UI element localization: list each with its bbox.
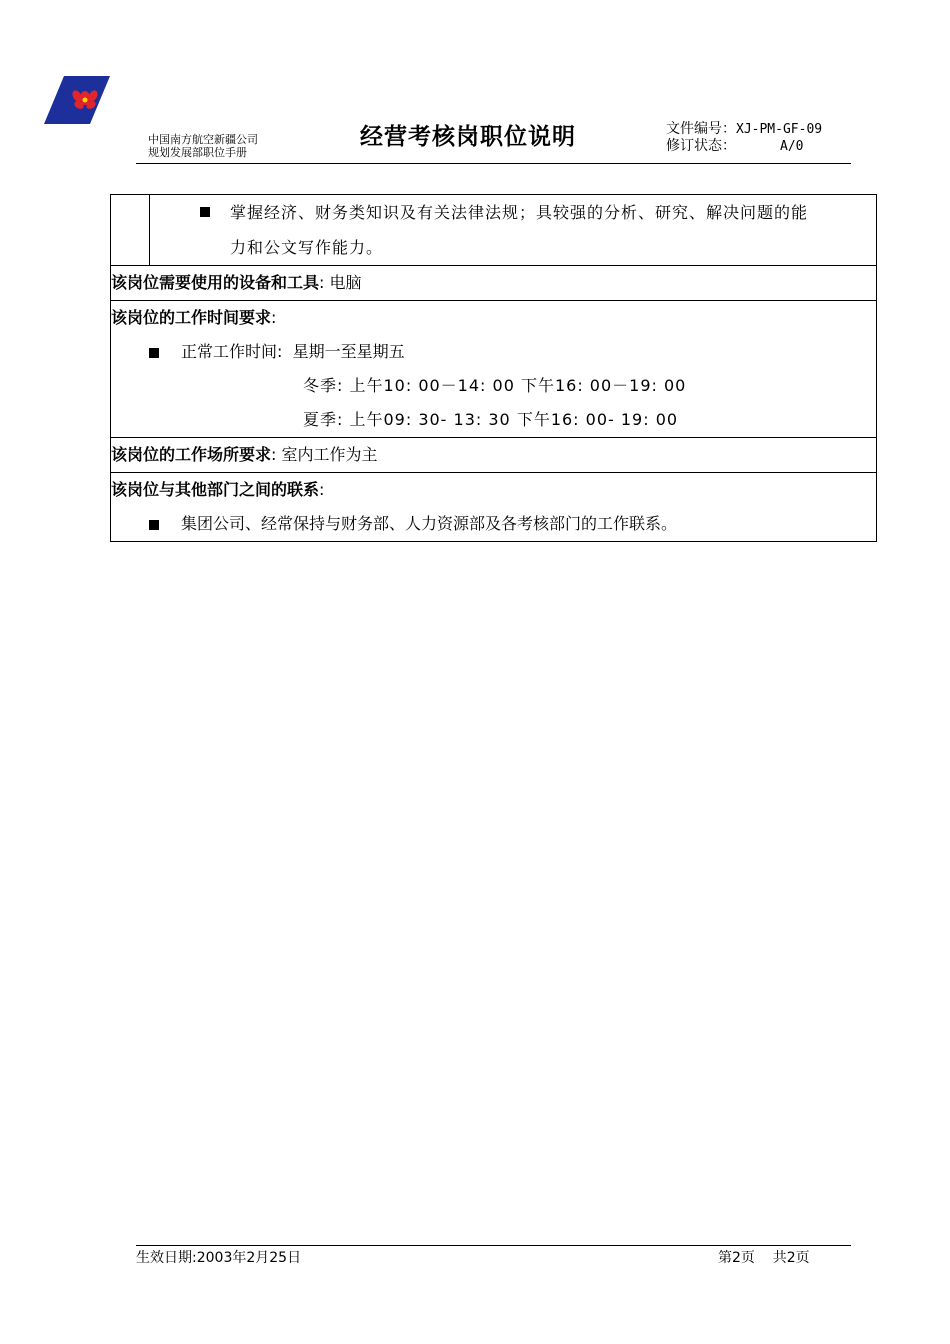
page-number: 第2页 共2页 (718, 1250, 810, 1266)
equipment-label: 该岗位需要使用的设备和工具 (111, 273, 320, 292)
equipment-value: 电脑 (329, 273, 362, 292)
work-time-row (111, 301, 877, 438)
revision-label: 修订状态： (666, 138, 736, 154)
skills-row (111, 195, 877, 266)
org-name (148, 133, 258, 159)
effective-date: 生效日期:2003年2月25日 (136, 1250, 302, 1266)
square-bullet-icon (149, 348, 159, 358)
document-meta (666, 121, 822, 155)
relations-colon: : (319, 480, 325, 499)
equipment-cell (111, 266, 877, 301)
square-bullet-icon (149, 520, 159, 530)
skills-line-2: 力和公文写作能力。 (230, 238, 384, 257)
skills-line-1: 掌握经济、财务类知识及有关法律法规；具较强的分析、研究、解决问题的能 (230, 203, 809, 222)
summer-schedule: 夏季: 上午09: 30- 13: 30 下午16: 00- 19: 00 (303, 410, 679, 429)
workplace-label: 该岗位的工作场所要求 (111, 445, 272, 464)
equipment-row (111, 266, 877, 301)
equipment-colon: : (319, 273, 330, 292)
relations-label: 该岗位与其他部门之间的联系 (111, 480, 320, 499)
winter-schedule: 冬季: 上午10: 00－14: 00 下午16: 00－19: 00 (303, 376, 687, 395)
normal-hours: 正常工作时间: 星期一至星期五 (181, 342, 405, 361)
skills-cell (150, 195, 877, 266)
workplace-cell (111, 438, 877, 473)
workplace-value: 室内工作为主 (281, 445, 378, 464)
position-table (110, 194, 877, 542)
work-time-colon: : (271, 308, 277, 327)
workplace-colon: : (271, 445, 282, 464)
workplace-row (111, 438, 877, 473)
header-divider (136, 163, 851, 164)
work-time-cell (111, 301, 877, 438)
relations-cell (111, 473, 877, 542)
doc-no-label: 文件编号： (666, 121, 736, 137)
square-bullet-icon (200, 207, 210, 217)
footer-divider (136, 1245, 851, 1246)
org-line-2: 规划发展部职位手册 (148, 146, 247, 159)
skills-indent-cell (111, 195, 150, 266)
relations-item: 集团公司、经常保持与财务部、人力资源部及各考核部门的工作联系。 (181, 514, 678, 533)
work-time-label: 该岗位的工作时间要求 (111, 308, 272, 327)
org-line-1: 中国南方航空新疆公司 (148, 133, 258, 146)
doc-no-value: XJ-PM-GF-09 (736, 122, 823, 137)
relations-row (111, 473, 877, 542)
revision-value: A/0 (780, 139, 804, 154)
company-logo (44, 76, 110, 124)
document-title: 经营考核岗职位说明 (360, 124, 576, 150)
